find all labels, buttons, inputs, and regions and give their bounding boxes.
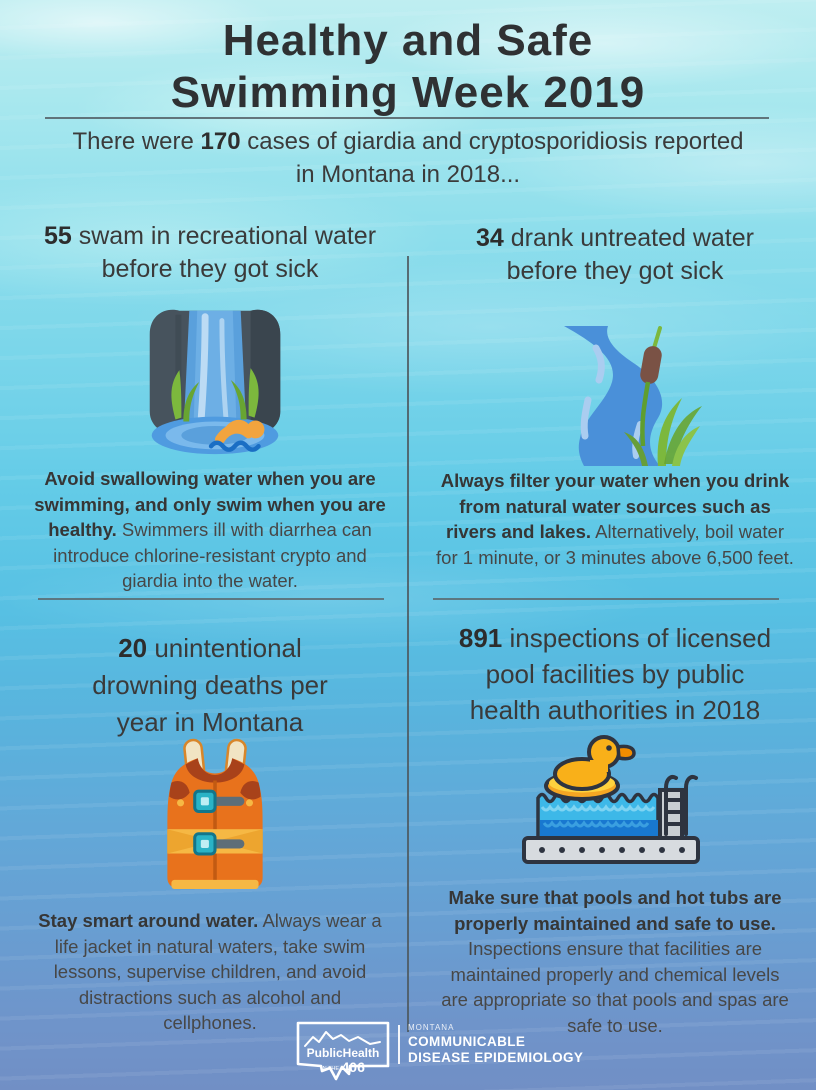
waterfall-swimmer-icon (126, 294, 304, 464)
stat-heading-recreational-water: 55 swam in recreational water before they got sick (43, 222, 377, 283)
river-cattail-icon (542, 326, 732, 466)
left-row-divider (38, 598, 384, 600)
subtitle-pre: There were (72, 128, 201, 155)
logo-tagline-pre: IN THE (321, 1066, 339, 1072)
title-divider (45, 117, 769, 119)
pool-duck-icon (520, 734, 702, 868)
org-name-line2: DISEASE EPIDEMIOLOGY (408, 1050, 584, 1065)
stat-heading-drowning: 20 unintentional drowning deaths per year in Montana (92, 633, 328, 737)
right-row-divider (433, 598, 779, 600)
logo-brand-text: PublicHealth (306, 1046, 380, 1060)
stat-value: 34 (476, 224, 504, 252)
subtitle-stat: 170 (200, 128, 241, 155)
logo-tagline-number: 406 (341, 1059, 365, 1075)
org-state-label: MONTANA (408, 1023, 455, 1032)
page-title-line1: Healthy and Safe (222, 16, 594, 65)
tip-drowning: Stay smart around water. Always wear a life jacket in natural waters, take swim lessons, supervise children, and avoid distractions such as alcohol and cellphones. (38, 910, 382, 1033)
org-name-block (408, 1023, 583, 1066)
tip-inspections: Make sure that pools and hot tubs are properly maintained and safe to use. Inspections ensure that facilities are maintained properly and chemical levels are appropriate so that pools and spas are safe to use. (441, 887, 789, 1036)
subtitle-line2: in Montana in 2018... (295, 161, 521, 188)
subtitle-line1 (0, 128, 816, 156)
public-health-406-logo (292, 1016, 394, 1090)
page-title-line2: Swimming Week 2019 (170, 68, 646, 117)
tip-untreated-water: Always filter your water when you drink from natural water sources such as rivers and lakes. Alternatively, boil water for 1 minute, or 3 minutes above 6,500 feet. (436, 470, 794, 568)
stat-value: 20 (118, 633, 148, 663)
logo-separator (398, 1025, 400, 1064)
column-divider (407, 256, 409, 1032)
org-name-line1: COMMUNICABLE (408, 1034, 526, 1049)
stat-heading-inspections: 891 inspections of licensed pool facilities by public health authorities in 2018 (458, 623, 772, 725)
stat-heading-untreated-water: 34 drank untreated water before they got sick (476, 224, 754, 285)
stat-value: 55 (43, 222, 72, 250)
life-jacket-icon (155, 738, 275, 890)
subtitle-post: cases of giardia and cryptosporidiosis reported (240, 128, 744, 155)
stat-value: 891 (458, 623, 503, 653)
tip-recreational-water: Avoid swallowing water when you are swimming, and only swim when you are healthy. Swimmers ill with diarrhea can introduce chlorine-resistant crypto and giardia into the water. (34, 468, 386, 591)
